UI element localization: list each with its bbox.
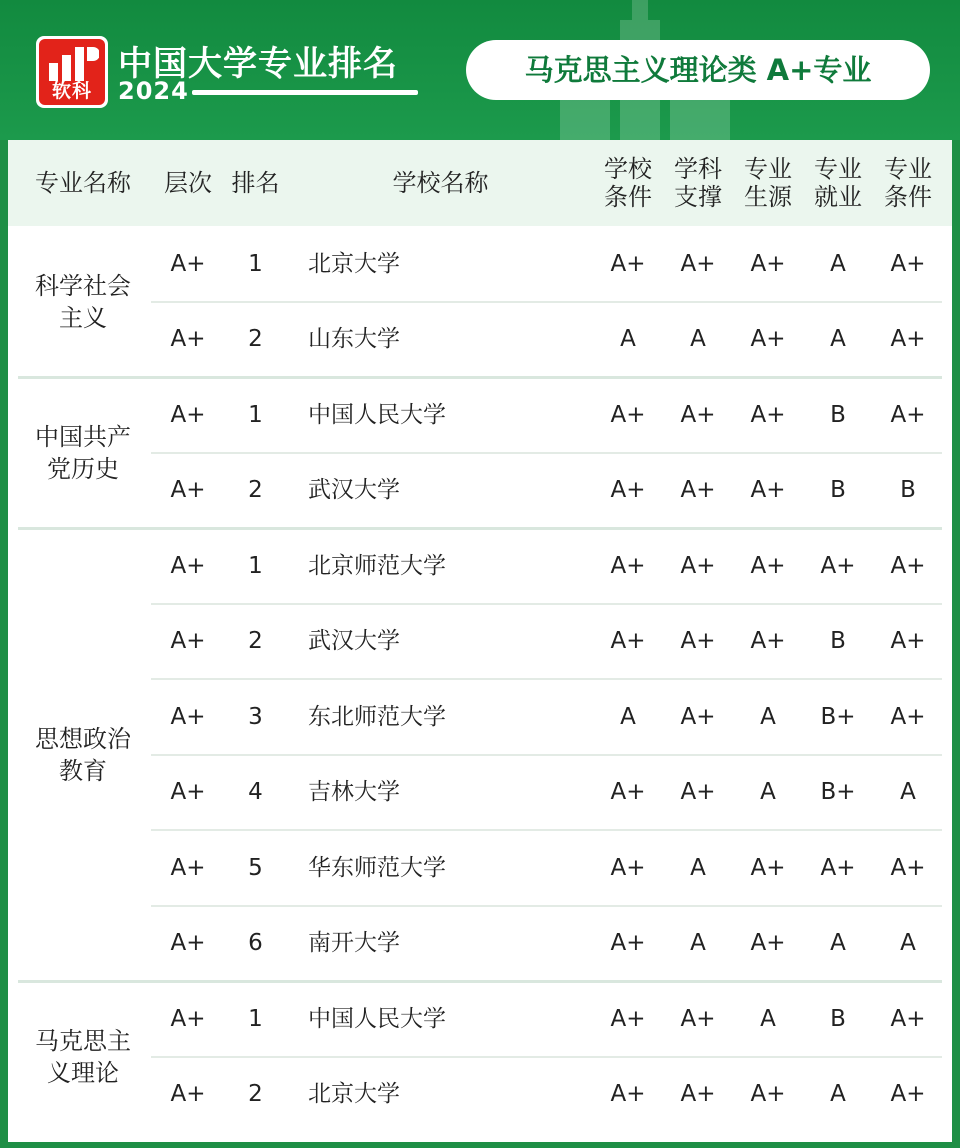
- rank-cell: 2: [248, 477, 263, 504]
- rank-cell: 2: [248, 628, 263, 655]
- col-major-cond-1: 专业: [884, 155, 932, 183]
- page-title: 中国大学专业排名: [118, 44, 398, 84]
- discipline-score: A+: [680, 1005, 716, 1032]
- school-name: 北京大学: [308, 1081, 400, 1108]
- discipline-score: A: [690, 326, 706, 353]
- level-cell: A+: [170, 401, 206, 428]
- major-cond-score: A+: [890, 854, 926, 881]
- employment-score: B+: [820, 779, 856, 806]
- school-name: 中国人民大学: [308, 1005, 446, 1032]
- rank-cell: 3: [248, 703, 263, 730]
- school-cond-score: A+: [610, 552, 646, 579]
- rank-cell: 2: [248, 326, 263, 353]
- discipline-score: A+: [680, 401, 716, 428]
- employment-score: B+: [820, 703, 856, 730]
- employment-score: A+: [820, 552, 856, 579]
- discipline-score: A+: [680, 779, 716, 806]
- level-cell: A+: [170, 703, 206, 730]
- col-level: 层次: [164, 169, 212, 197]
- employment-score: A: [830, 930, 846, 957]
- source-score: A+: [750, 854, 786, 881]
- major-cond-score: A+: [890, 703, 926, 730]
- level-cell: A+: [170, 930, 206, 957]
- employment-score: B: [830, 1005, 846, 1032]
- group-divider: [18, 527, 942, 530]
- level-cell: A+: [170, 552, 206, 579]
- source-score: A+: [750, 326, 786, 353]
- major-cond-score: A+: [890, 552, 926, 579]
- source-score: A: [760, 703, 776, 730]
- major-cond-score: A+: [890, 250, 926, 277]
- col-school-cond-1: 学校: [604, 155, 652, 183]
- employment-score: B: [830, 477, 846, 504]
- col-school: 学校名称: [392, 169, 489, 197]
- source-score: A+: [750, 477, 786, 504]
- major-name: 思想政治: [35, 724, 131, 753]
- row-divider: [151, 603, 942, 605]
- school-name: 华东师范大学: [308, 854, 446, 881]
- col-school-cond-2: 条件: [604, 183, 652, 211]
- employment-score: B: [830, 628, 846, 655]
- col-discipline-2: 支撑: [674, 183, 722, 211]
- major-cond-score: A+: [890, 326, 926, 353]
- school-cond-score: A+: [610, 401, 646, 428]
- title-underline: [192, 90, 418, 95]
- discipline-score: A+: [680, 250, 716, 277]
- col-employment-2: 就业: [814, 183, 862, 211]
- employment-score: A: [830, 1081, 846, 1108]
- category-badge: 马克思主义理论类 A+专业: [466, 40, 930, 100]
- school-cond-score: A+: [610, 250, 646, 277]
- level-cell: A+: [170, 1005, 206, 1032]
- rank-cell: 1: [248, 250, 263, 277]
- discipline-score: A+: [680, 628, 716, 655]
- major-name: 主义: [59, 303, 107, 332]
- school-name: 中国人民大学: [308, 401, 446, 428]
- col-discipline-1: 学科: [674, 155, 722, 183]
- row-divider: [151, 905, 942, 907]
- level-cell: A+: [170, 477, 206, 504]
- col-major-cond-2: 条件: [884, 183, 932, 211]
- discipline-score: A: [690, 854, 706, 881]
- employment-score: B: [830, 401, 846, 428]
- school-cond-score: A+: [610, 1081, 646, 1108]
- discipline-score: A: [690, 930, 706, 957]
- shanghairanking-logo: [36, 36, 108, 108]
- source-score: A+: [750, 628, 786, 655]
- discipline-score: A+: [680, 1081, 716, 1108]
- school-cond-score: A+: [610, 779, 646, 806]
- level-cell: A+: [170, 250, 206, 277]
- level-cell: A+: [170, 326, 206, 353]
- major-name: 党历史: [47, 454, 119, 483]
- school-name: 吉林大学: [308, 779, 400, 806]
- employment-score: A+: [820, 854, 856, 881]
- row-divider: [151, 301, 942, 303]
- rank-cell: 1: [248, 1005, 263, 1032]
- source-score: A+: [750, 1081, 786, 1108]
- group-divider: [18, 980, 942, 983]
- school-cond-score: A+: [610, 477, 646, 504]
- source-score: A+: [750, 401, 786, 428]
- major-name: 马克思主: [35, 1026, 131, 1055]
- major-cond-score: A+: [890, 1081, 926, 1108]
- rank-cell: 5: [248, 854, 263, 881]
- level-cell: A+: [170, 1081, 206, 1108]
- school-name: 武汉大学: [308, 477, 400, 504]
- major-name: 中国共产: [35, 422, 131, 451]
- level-cell: A+: [170, 779, 206, 806]
- row-divider: [151, 754, 942, 756]
- school-name: 山东大学: [308, 326, 400, 353]
- source-score: A: [760, 779, 776, 806]
- logo-text: 软科: [51, 80, 92, 102]
- source-score: A+: [750, 552, 786, 579]
- major-cond-score: A: [900, 930, 916, 957]
- row-divider: [151, 829, 942, 831]
- school-name: 武汉大学: [308, 628, 400, 655]
- school-cond-score: A: [620, 326, 636, 353]
- source-score: A+: [750, 250, 786, 277]
- col-employment-1: 专业: [814, 155, 862, 183]
- ranking-table: [8, 140, 952, 1142]
- row-divider: [151, 452, 942, 454]
- year-label: 2024: [118, 77, 189, 105]
- employment-score: A: [830, 326, 846, 353]
- employment-score: A: [830, 250, 846, 277]
- source-score: A: [760, 1005, 776, 1032]
- source-score: A+: [750, 930, 786, 957]
- rank-cell: 1: [248, 401, 263, 428]
- discipline-score: A+: [680, 477, 716, 504]
- level-cell: A+: [170, 628, 206, 655]
- school-name: 北京师范大学: [308, 552, 446, 579]
- col-source-1: 专业: [744, 155, 792, 183]
- rank-cell: 2: [248, 1081, 263, 1108]
- level-cell: A+: [170, 854, 206, 881]
- major-cond-score: A+: [890, 1005, 926, 1032]
- rank-cell: 1: [248, 552, 263, 579]
- rank-cell: 6: [248, 930, 263, 957]
- school-name: 东北师范大学: [308, 703, 446, 730]
- col-rank: 排名: [231, 169, 280, 197]
- school-cond-score: A+: [610, 854, 646, 881]
- school-cond-score: A: [620, 703, 636, 730]
- page-header: [0, 0, 960, 140]
- major-cond-score: A+: [890, 401, 926, 428]
- major-cond-score: A: [900, 779, 916, 806]
- rank-cell: 4: [248, 779, 263, 806]
- row-divider: [151, 1056, 942, 1058]
- major-name: 教育: [59, 756, 107, 785]
- discipline-score: A+: [680, 703, 716, 730]
- major-cond-score: B: [900, 477, 916, 504]
- school-name: 南开大学: [308, 930, 400, 957]
- major-cond-score: A+: [890, 628, 926, 655]
- school-cond-score: A+: [610, 930, 646, 957]
- major-name: 义理论: [47, 1058, 119, 1087]
- discipline-score: A+: [680, 552, 716, 579]
- major-name: 科学社会: [35, 271, 131, 300]
- row-divider: [151, 678, 942, 680]
- school-cond-score: A+: [610, 1005, 646, 1032]
- group-divider: [18, 376, 942, 379]
- col-major: 专业名称: [35, 169, 131, 197]
- school-name: 北京大学: [308, 250, 400, 277]
- table-header: [8, 140, 952, 226]
- school-cond-score: A+: [610, 628, 646, 655]
- col-source-2: 生源: [744, 183, 792, 211]
